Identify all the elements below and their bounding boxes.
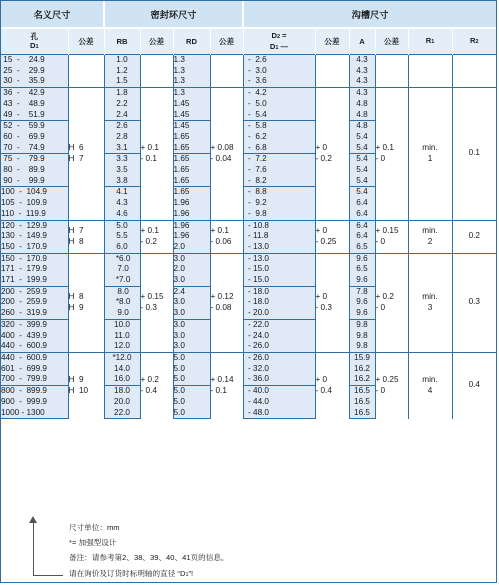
r2-cell: 0.4 xyxy=(452,352,496,418)
bore-range-cell: 440 - 600.9 601 - 699.9 700 - 799.9 xyxy=(1,352,68,385)
r2-cell: 0.3 xyxy=(452,253,496,352)
rd-cell: 1.96 1.96 2.0 xyxy=(173,220,210,253)
rb-tolerance-cell xyxy=(140,55,173,88)
rb-cell: 8.0 *8.0 9.0 xyxy=(104,286,140,319)
table-row xyxy=(1,55,496,88)
rd-cell: 1.65 1.96 1.96 xyxy=(173,187,210,220)
header-rd-tolerance: 公差 xyxy=(210,28,243,55)
d2-cell: - 22.0 - 24.0 - 26.0 xyxy=(243,319,315,352)
bore-range-cell: 200 - 259.9 200 - 259.9 260 - 319.9 xyxy=(1,286,68,319)
rd-tolerance-cell: + 0.12 - 0.08 xyxy=(210,253,243,352)
rd-cell: 1.65 1.65 1.65 xyxy=(173,154,210,187)
table-row xyxy=(1,88,496,121)
bore-range-cell: 15 - 24.9 25 - 29.9 30 - 35.9 xyxy=(1,55,68,88)
rb-cell: 18.0 20.0 22.0 xyxy=(104,386,140,419)
d2-tolerance-cell: + 0 - 0.25 xyxy=(315,220,349,253)
bore-range-cell: 150 - 170.9 171 - 179.9 171 - 199.9 xyxy=(1,253,68,286)
header-d2: D2 = D1 — xyxy=(243,28,315,55)
a-cell: 7.8 9.6 9.6 xyxy=(349,286,375,319)
a-tolerance-cell: + 0.15 - 0 xyxy=(375,220,408,253)
d2-cell: - 26.0 - 32.0 - 36.0 xyxy=(243,352,315,385)
d2-cell: - 4.2 - 5.0 - 5.4 xyxy=(243,88,315,121)
header-a: A xyxy=(349,28,375,55)
bore-tolerance-cell: H 7 H 8 xyxy=(68,220,104,253)
d2-cell: - 40.0 - 44.0 - 48.0 xyxy=(243,386,315,419)
bore-range-cell: 36 - 42.9 43 - 48.9 49 - 51.9 xyxy=(1,88,68,121)
bore-range-cell: 800 - 899.9 900 - 999.9 1000 - 1300 xyxy=(1,386,68,419)
a-cell: 16.5 16.5 16.5 xyxy=(349,386,375,419)
r1-cell: min. 1 xyxy=(408,88,452,220)
rb-tolerance-cell: + 0.15 - 0.3 xyxy=(140,253,173,352)
d2-cell: - 18.0 - 18.0 - 20.0 xyxy=(243,286,315,319)
bore-range-cell: 75 - 79.9 80 - 89.9 90 - 99.9 xyxy=(1,154,68,187)
header-a-tolerance: 公差 xyxy=(375,28,408,55)
r1-cell xyxy=(408,55,452,88)
rb-cell: 5.0 5.5 6.0 xyxy=(104,220,140,253)
header-bore-tolerance: 公差 xyxy=(68,28,104,55)
note-remark: 备注：请参考第2、38、39、40、41页的信息。 xyxy=(69,553,229,562)
bore-tolerance-cell: H 6 H 7 xyxy=(68,88,104,220)
header-groove-size: 沟槽尺寸 xyxy=(243,1,496,28)
rb-tolerance-cell: + 0.1 - 0.1 xyxy=(140,88,173,220)
r1-cell: min. 2 xyxy=(408,220,452,253)
header-seal-ring-size: 密封环尺寸 xyxy=(104,1,243,28)
note-unit: 尺寸单位：mm xyxy=(69,523,120,532)
header-d2-tolerance: 公差 xyxy=(315,28,349,55)
note-order: 请在询价及订货时标明轴的直径 “D1”! xyxy=(69,569,194,578)
rb-cell: *12.0 14.0 16.0 xyxy=(104,352,140,385)
d2-tolerance-cell: + 0 - 0.3 xyxy=(315,253,349,352)
footnotes xyxy=(1,516,496,582)
d2-cell: - 8.8 - 9.2 - 9.8 xyxy=(243,187,315,220)
rd-tolerance-cell: + 0.1 - 0.06 xyxy=(210,220,243,253)
rd-tolerance-cell xyxy=(210,55,243,88)
header-rd: RD xyxy=(173,28,210,55)
rb-tolerance-cell: + 0.1 - 0.2 xyxy=(140,220,173,253)
r2-cell: 0.2 xyxy=(452,220,496,253)
d2-tolerance-cell: + 0 - 0.4 xyxy=(315,352,349,418)
rd-cell: 3.0 2.0 3.0 xyxy=(173,253,210,286)
rd-cell: 1.3 1.3 1.3 xyxy=(173,55,210,88)
header-r1: R1 xyxy=(408,28,452,55)
rd-cell: 1.45 1.65 1.65 xyxy=(173,121,210,154)
rb-cell: 3.3 3.5 3.8 xyxy=(104,154,140,187)
seal-dimension-table xyxy=(1,1,496,419)
arrow-line xyxy=(33,522,34,576)
header-rb: RB xyxy=(104,28,140,55)
bore-tolerance-cell: H 9 H 10 xyxy=(68,352,104,418)
rb-tolerance-cell: + 0.2 - 0.4 xyxy=(140,352,173,418)
bore-range-cell: 320 - 399.9 400 - 439.9 440 - 600.9 xyxy=(1,319,68,352)
rb-cell: *6.0 7.0 *7.0 xyxy=(104,253,140,286)
a-tolerance-cell: + 0.25 - 0 xyxy=(375,352,408,418)
a-cell: 4.8 5.4 5.4 xyxy=(349,121,375,154)
table-row xyxy=(1,220,496,253)
bore-range-cell: 120 - 129.9 130 - 149.9 150 - 170.9 xyxy=(1,220,68,253)
rb-cell: 2.6 2.8 3.1 xyxy=(104,121,140,154)
d2-tolerance-cell xyxy=(315,55,349,88)
bore-range-cell: 52 - 59.9 60 - 69.9 70 - 74.9 xyxy=(1,121,68,154)
bore-tolerance-cell xyxy=(68,55,104,88)
r2-cell xyxy=(452,55,496,88)
d2-cell: - 13.0 - 15.0 - 15.0 xyxy=(243,253,315,286)
a-tolerance-cell: + 0.2 - 0 xyxy=(375,253,408,352)
d2-tolerance-cell: + 0 - 0.2 xyxy=(315,88,349,220)
rd-cell: 2.4 3.0 3.0 xyxy=(173,286,210,319)
rb-cell: 1.8 2.2 2.4 xyxy=(104,88,140,121)
rd-cell: 5.0 5.0 5.0 xyxy=(173,352,210,385)
a-cell: 4.3 4.3 4.3 xyxy=(349,55,375,88)
a-cell: 5.4 6.4 6.4 xyxy=(349,187,375,220)
header-bore: 孔 D1 xyxy=(1,28,68,55)
rd-cell: 1.3 1.45 1.45 xyxy=(173,88,210,121)
d2-cell: - 2.6 - 3.0 - 3.6 xyxy=(243,55,315,88)
rd-tolerance-cell: + 0.08 - 0.04 xyxy=(210,88,243,220)
header-r2: R2 xyxy=(452,28,496,55)
bore-range-cell: 100 - 104.9 105 - 109.9 110 - 119.9 xyxy=(1,187,68,220)
r1-cell: min. 3 xyxy=(408,253,452,352)
d2-cell: - 5.8 - 6.2 - 6.8 xyxy=(243,121,315,154)
header-nominal-size: 名义尺寸 xyxy=(1,1,104,28)
note-reinforced: *= 加强型设计 xyxy=(69,538,117,547)
r1-cell: min. 4 xyxy=(408,352,452,418)
a-cell: 15.9 16.2 16.2 xyxy=(349,352,375,385)
r2-cell: 0.1 xyxy=(452,88,496,220)
a-cell: 4.3 4.8 4.8 xyxy=(349,88,375,121)
rb-cell: 1.0 1.2 1.5 xyxy=(104,55,140,88)
a-cell: 9.8 9.8 9.8 xyxy=(349,319,375,352)
bore-tolerance-cell: H 8 H 9 xyxy=(68,253,104,352)
rd-tolerance-cell: + 0.14 - 0.1 xyxy=(210,352,243,418)
a-cell: 5.4 5.4 5.4 xyxy=(349,154,375,187)
rd-cell: 3.0 3.0 3.0 xyxy=(173,319,210,352)
a-tolerance-cell: + 0.1 - 0 xyxy=(375,88,408,220)
d2-cell: - 7.2 - 7.6 - 8.2 xyxy=(243,154,315,187)
rb-cell: 4.1 4.3 4.6 xyxy=(104,187,140,220)
d2-cell: - 10.8 - 11.8 - 13.0 xyxy=(243,220,315,253)
rb-cell: 10.0 11.0 12.0 xyxy=(104,319,140,352)
a-tolerance-cell xyxy=(375,55,408,88)
table-row xyxy=(1,253,496,286)
table-row xyxy=(1,352,496,385)
a-cell: 9.6 6.5 9.6 xyxy=(349,253,375,286)
rd-cell: 5.0 5.0 5.0 xyxy=(173,386,210,419)
header-rb-tolerance: 公差 xyxy=(140,28,173,55)
a-cell: 6.4 6.4 6.5 xyxy=(349,220,375,253)
arrow-line xyxy=(33,575,63,576)
